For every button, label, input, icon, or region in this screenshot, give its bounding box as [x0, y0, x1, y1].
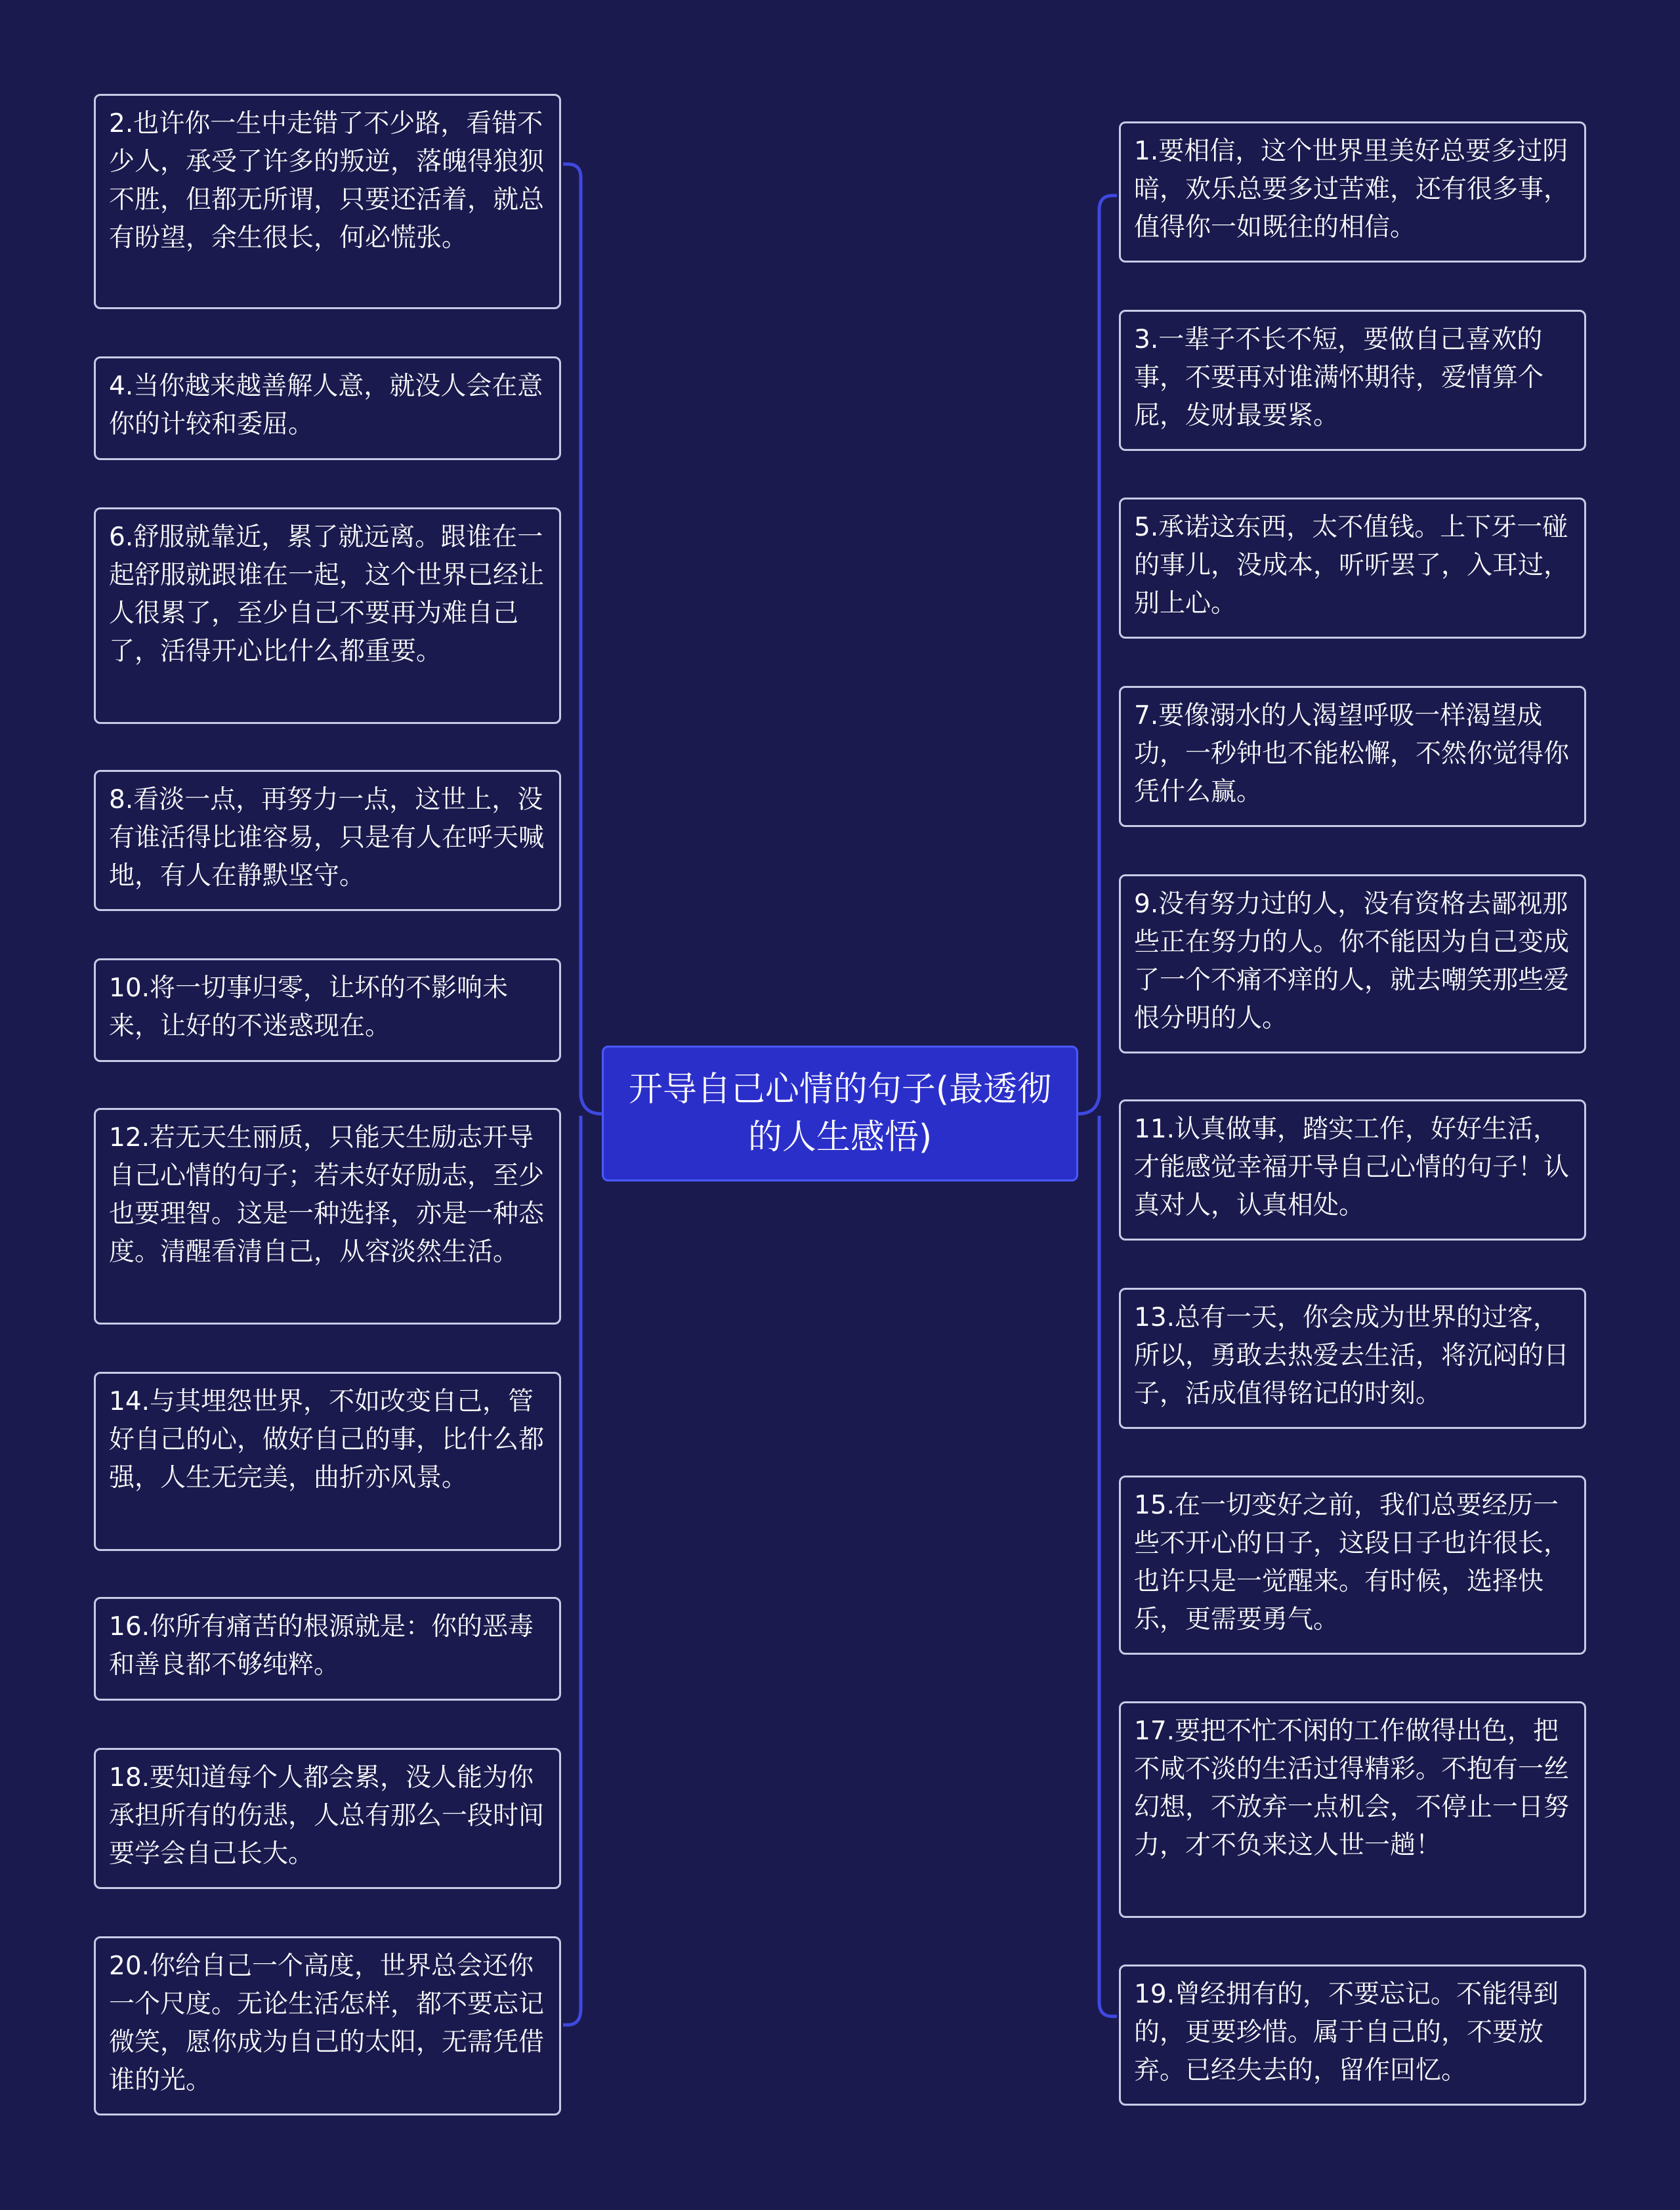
right-node-4: 7.要像溺水的人渴望呼吸一样渴望成功，一秒钟也不能松懈，不然你觉得你凭什么赢。: [1119, 686, 1586, 827]
left-branch-line-lower: [563, 1116, 581, 2025]
left-node-3: 6.舒服就靠近，累了就远离。跟谁在一起舒服就跟谁在一起，这个世界已经让人很累了，至少自己不要再为难自己了，活得开心比什么都重要。: [94, 507, 561, 724]
right-node-2: 3.一辈子不长不短，要做自己喜欢的事，不要再对谁满怀期待，爱情算个屁，发财最要紧。: [1119, 310, 1586, 451]
left-node-2: 4.当你越来越善解人意，就没人会在意你的计较和委屈。: [94, 356, 561, 460]
left-node-1: 2.也许你一生中走错了不少路，看错不少人，承受了许多的叛逆，落魄得狼狈不胜，但都无所谓，只要还活着，就总有盼望，余生很长，何必慌张。: [94, 94, 561, 309]
root-topic: [602, 1046, 1078, 1181]
right-node-6: 11.认真做事，踏实工作，好好生活，才能感觉幸福开导自己心情的句子！认真对人，认真相处。: [1119, 1099, 1586, 1241]
right-node-1: 1.要相信，这个世界里美好总要多过阴暗，欢乐总要多过苦难，还有很多事，值得你一如既往的相信。: [1119, 121, 1586, 263]
right-node-9: 17.要把不忙不闲的工作做得出色，把不咸不淡的生活过得精彩。不抱有一丝幻想，不放弃一点机会，不停止一日努力，才不负来这人世一趟！: [1119, 1701, 1586, 1918]
left-node-6: 12.若无天生丽质，只能天生励志开导自己心情的句子；若未好好励志，至少也要理智。这是一种选择，亦是一种态度。清醒看清自己，从容淡然生活。: [94, 1108, 561, 1325]
left-branch-line: [563, 164, 602, 1114]
left-node-9: 18.要知道每个人都会累，没人能为你承担所有的伤悲，人总有那么一段时间要学会自己长大。: [94, 1748, 561, 1889]
right-node-3: 5.承诺这东西，太不值钱。上下牙一碰的事儿，没成本，听听罢了，入耳过，别上心。: [1119, 498, 1586, 639]
left-node-10: 20.你给自己一个高度，世界总会还你一个尺度。无论生活怎样，都不要忘记微笑，愿你成为自己的太阳，无需凭借谁的光。: [94, 1936, 561, 2115]
left-node-8: 16.你所有痛苦的根源就是：你的恶毒和善良都不够纯粹。: [94, 1597, 561, 1701]
right-node-8: 15.在一切变好之前，我们总要经历一些不开心的日子，这段日子也许很长，也许只是一觉醒来。有时候，选择快乐，更需要勇气。: [1119, 1476, 1586, 1655]
left-node-7: 14.与其埋怨世界，不如改变自己，管好自己的心，做好自己的事，比什么都强，人生无完美，曲折亦风景。: [94, 1372, 561, 1551]
root-topic-text: 开导自己心情的句子(最透彻的人生感悟): [628, 1069, 1052, 1157]
right-node-5: 9.没有努力过的人，没有资格去鄙视那些正在努力的人。你不能因为自己变成了一个不痛不痒的人，就去嘲笑那些爱恨分明的人。: [1119, 874, 1586, 1053]
right-node-10: 19.曾经拥有的，不要忘记。不能得到的，更要珍惜。属于自己的，不要放弃。已经失去的，留作回忆。: [1119, 1965, 1586, 2106]
left-node-4: 8.看淡一点，再努力一点，这世上，没有谁活得比谁容易，只是有人在呼天喊地，有人在静默坚守。: [94, 770, 561, 911]
right-branch-line: [1078, 196, 1117, 1114]
left-node-5: 10.将一切事归零，让坏的不影响未来，让好的不迷惑现在。: [94, 958, 561, 1062]
right-branch-line-lower: [1099, 1116, 1117, 2016]
right-node-7: 13.总有一天，你会成为世界的过客，所以，勇敢去热爱去生活，将沉闷的日子，活成值得铭记的时刻。: [1119, 1288, 1586, 1429]
